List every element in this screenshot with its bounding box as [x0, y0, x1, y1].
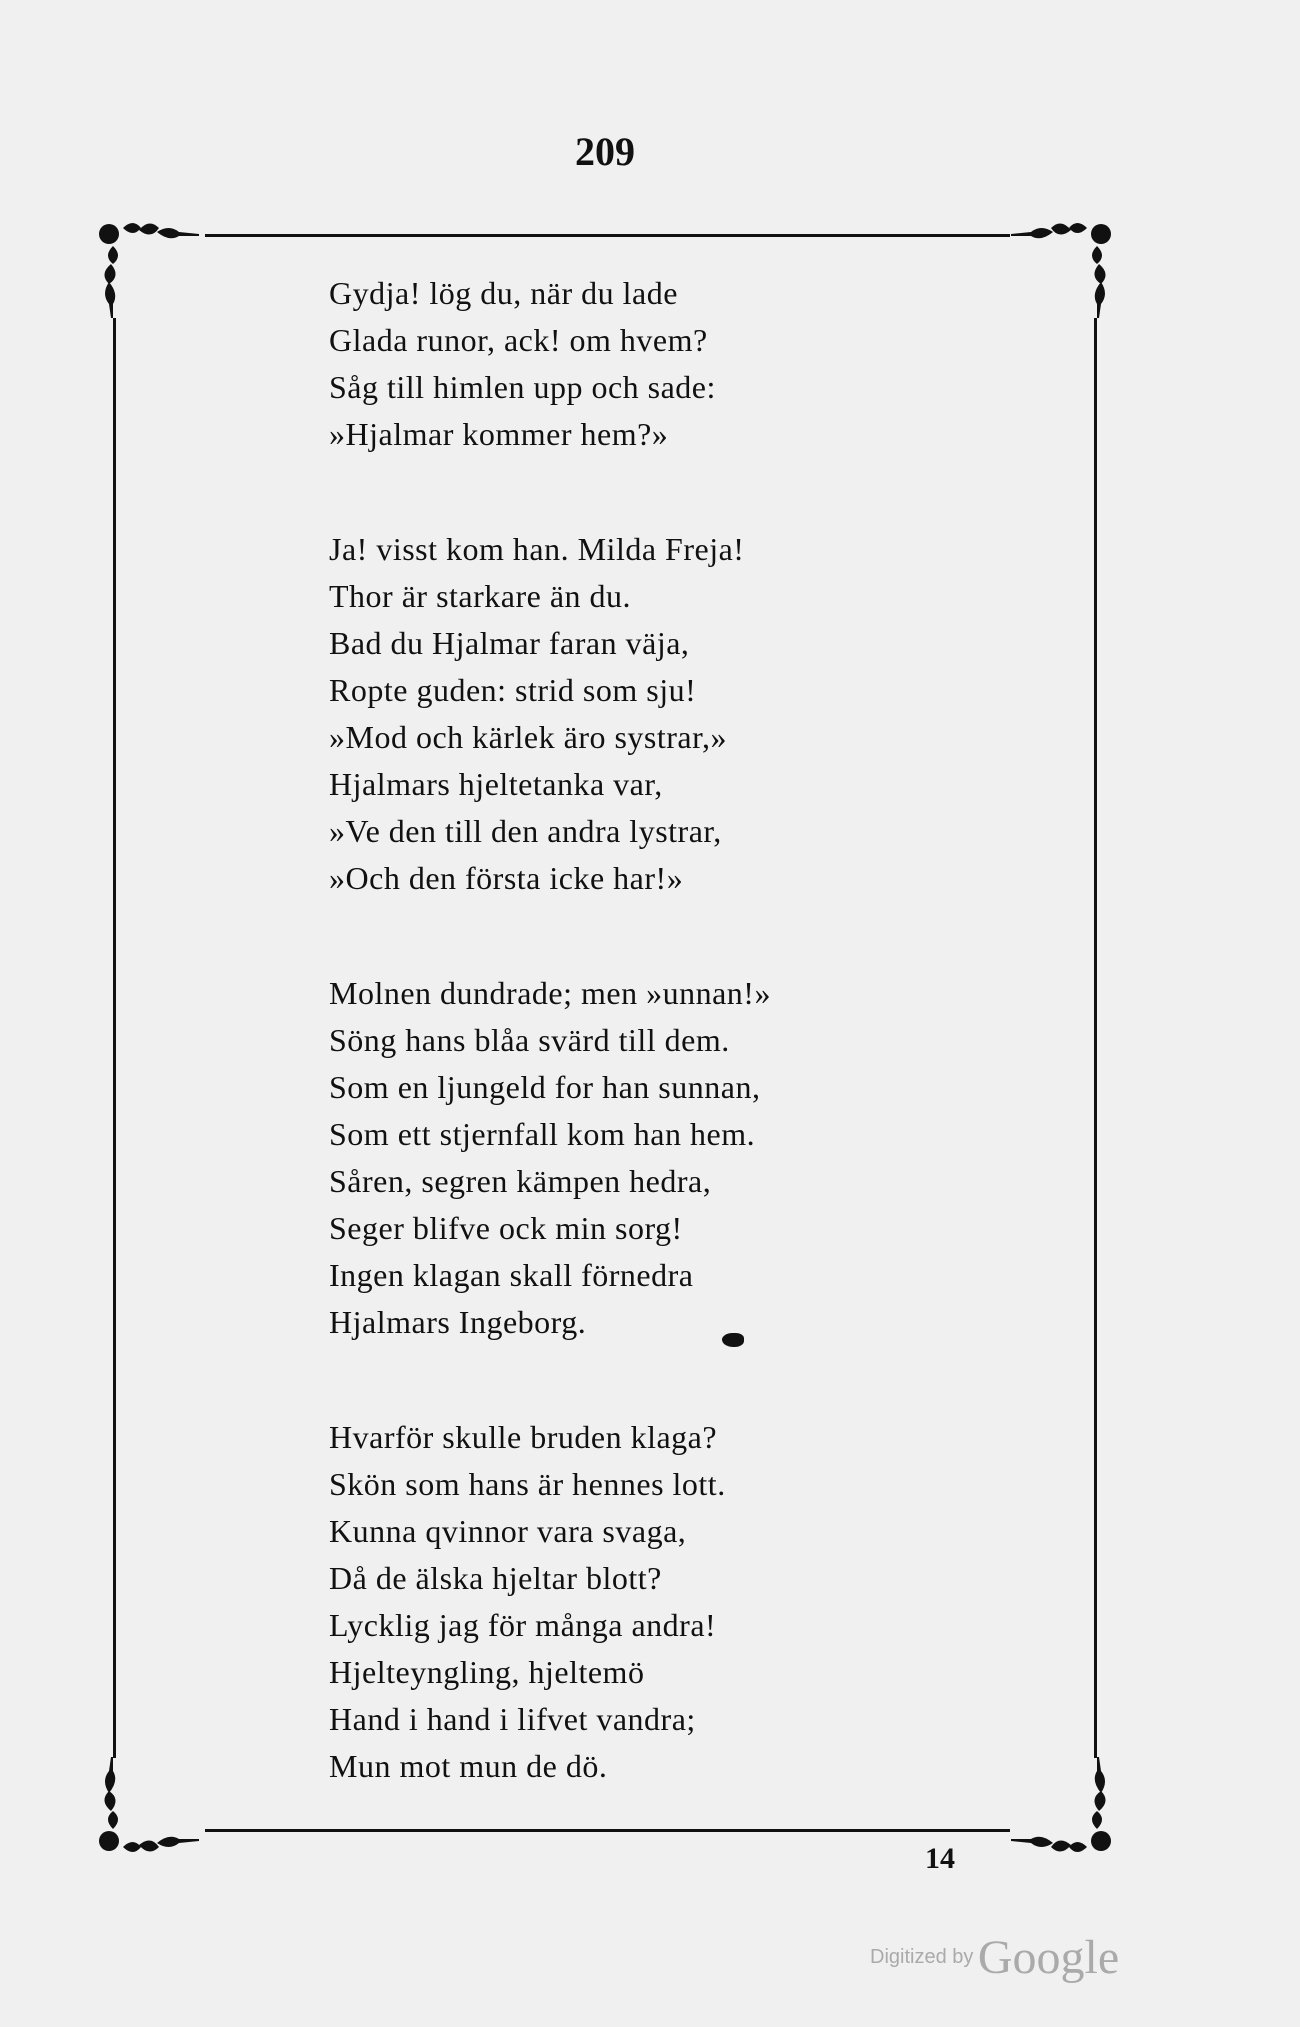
poem-line: Hand i hand i lifvet vandra;	[329, 1701, 696, 1737]
frame-top-rule	[205, 234, 1010, 237]
poem-line: Skön som hans är hennes lott.	[329, 1466, 726, 1502]
poem-line: Hvarför skulle bruden klaga?	[329, 1419, 718, 1455]
poem-line: Mun mot mun de dö.	[329, 1748, 608, 1784]
poem-line: »Mod och kärlek äro systrar,»	[329, 719, 727, 755]
poem	[329, 270, 1029, 1858]
poem-line: Seger blifve ock min sorg!	[329, 1210, 683, 1246]
poem-line: Hjalmars Ingeborg.	[329, 1304, 587, 1340]
floral-corner-icon	[95, 210, 215, 330]
stanza	[329, 970, 1029, 1346]
digitized-watermark	[870, 1930, 1119, 1985]
poem-line: Kunna qvinnor vara svaga,	[329, 1513, 687, 1549]
poem-line: Hjelteyngling, hjeltemö	[329, 1654, 645, 1690]
signature-mark: 14	[925, 1842, 955, 1875]
poem-line: Då de älska hjeltar blott?	[329, 1560, 662, 1596]
stanza	[329, 1414, 1029, 1790]
watermark-brand: Google	[977, 1931, 1120, 1984]
poem-line: Såren, segren kämpen hedra,	[329, 1163, 712, 1199]
frame-right-rule	[1094, 318, 1097, 1758]
ink-blot	[722, 1333, 744, 1347]
poem-line: Lycklig jag för många andra!	[329, 1607, 717, 1643]
poem-line: »Ve den till den andra lystrar,	[329, 813, 722, 849]
poem-line: Som ett stjernfall kom han hem.	[329, 1116, 756, 1152]
watermark-prefix: Digitized by	[870, 1946, 974, 1968]
poem-line: Ropte guden: strid som sju!	[329, 672, 697, 708]
floral-corner-icon	[95, 1745, 215, 1865]
poem-line: Thor är starkare än du.	[329, 578, 632, 614]
poem-line: Ingen klagan skall förnedra	[329, 1257, 694, 1293]
poem-line: Såg till himlen upp och sade:	[329, 369, 716, 405]
poem-line: Ja! visst kom han. Milda Freja!	[329, 531, 745, 567]
poem-line: Glada runor, ack! om hvem?	[329, 322, 708, 358]
poem-line: »Och den första icke har!»	[329, 860, 684, 896]
poem-line: Gydja! lög du, när du lade	[329, 275, 678, 311]
poem-line: Söng hans blåa svärd till dem.	[329, 1022, 730, 1058]
page-number: 209	[575, 129, 635, 174]
poem-line: Som en ljungeld for han sunnan,	[329, 1069, 761, 1105]
frame-left-rule	[113, 318, 116, 1758]
poem-line: Bad du Hjalmar faran väja,	[329, 625, 690, 661]
poem-line: Molnen dundrade; men »unnan!»	[329, 975, 771, 1011]
stanza	[329, 270, 1029, 458]
stanza	[329, 526, 1029, 902]
poem-line: »Hjalmar kommer hem?»	[329, 416, 669, 452]
poem-line: Hjalmars hjeltetanka var,	[329, 766, 663, 802]
